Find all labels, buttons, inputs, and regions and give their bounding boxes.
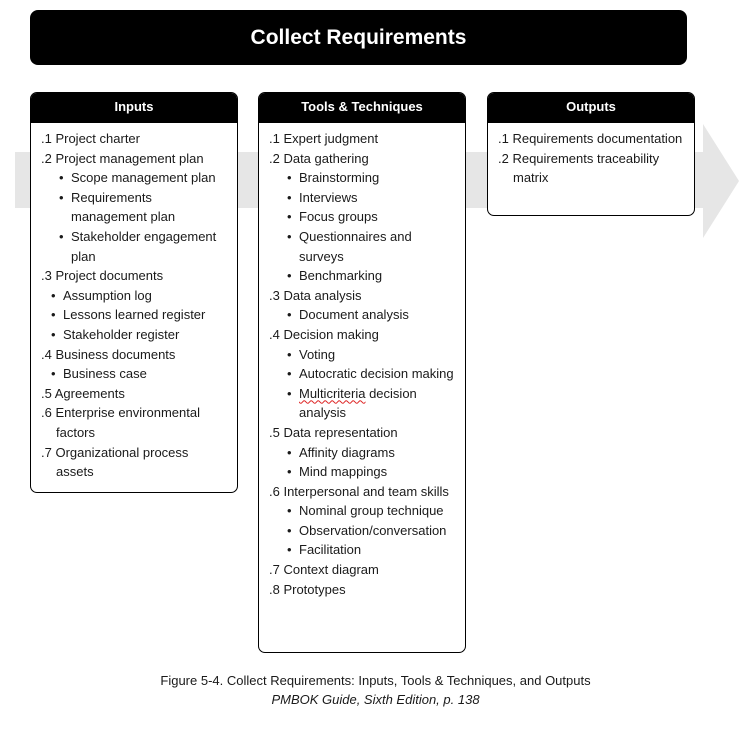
list-item: .3 Data analysis xyxy=(269,287,362,303)
inputs-list xyxy=(31,123,237,482)
outputs-box xyxy=(487,92,695,216)
list-item: .3 Project documents xyxy=(41,268,164,284)
list-item: .1 Project charter xyxy=(41,131,140,146)
list-item: • Benchmarking xyxy=(269,266,457,286)
list-item: • Scope management plan xyxy=(41,168,229,188)
list-item: • Stakeholder register xyxy=(41,325,229,345)
title-banner xyxy=(30,10,687,65)
list-item: .2 Data gathering xyxy=(269,150,369,166)
tools-list xyxy=(259,123,465,599)
list-item: • Assumption log xyxy=(41,286,229,306)
list-item: • Business case xyxy=(41,364,229,384)
outputs-heading: Outputs xyxy=(488,93,694,123)
list-item: • Interviews xyxy=(269,188,457,208)
list-item: .6 Enterprise environmental factors xyxy=(41,405,200,440)
diagram-title: Collect Requirements xyxy=(250,25,467,49)
outputs-list xyxy=(488,123,694,188)
figure-source: PMBOK Guide, Sixth Edition, p. 138 xyxy=(271,692,480,707)
list-item: .7 Context diagram xyxy=(269,562,379,578)
list-item: .4 Business documents xyxy=(41,346,176,362)
list-item: .6 Interpersonal and team skills xyxy=(269,483,449,499)
list-item: • Stakeholder engagement plan xyxy=(41,227,229,266)
list-item: • Brainstorming xyxy=(269,168,457,188)
list-item: • Mind mappings xyxy=(269,462,457,482)
list-item: • Document analysis xyxy=(269,305,457,325)
list-item: .1 Requirements documentation xyxy=(498,131,683,146)
list-item: .7 Organizational process assets xyxy=(41,444,189,480)
list-item: • Requirements management plan xyxy=(41,188,229,227)
tools-box xyxy=(258,92,466,653)
list-item: .1 Expert judgment xyxy=(269,131,379,146)
list-item: .8 Prototypes xyxy=(269,581,346,597)
list-item: .5 Data representation xyxy=(269,424,398,440)
tools-heading: Tools & Techniques xyxy=(259,93,465,123)
list-item: • Voting xyxy=(269,345,457,365)
list-item: • Autocratic decision making xyxy=(269,364,457,384)
list-item: .4 Decision making xyxy=(269,326,379,342)
list-item: • Observation/conversation xyxy=(269,521,457,541)
list-item: • Questionnaires and surveys xyxy=(269,227,457,266)
list-item-multicriteria xyxy=(269,384,457,423)
list-item: .2 Requirements traceability matrix xyxy=(498,150,660,186)
list-item: • Affinity diagrams xyxy=(269,443,457,463)
list-item: • Lessons learned register xyxy=(41,305,229,325)
figure-caption: Figure 5-4. Collect Requirements: Inputs, Tools & Techniques, and Outputs xyxy=(160,673,591,688)
list-item: .2 Project management plan xyxy=(41,150,204,166)
inputs-box xyxy=(30,92,238,493)
list-item: .5 Agreements xyxy=(41,385,125,401)
inputs-heading: Inputs xyxy=(31,93,237,123)
multicriteria-rest: decision analysis xyxy=(299,385,417,421)
multicriteria-word: Multicriteria xyxy=(299,385,366,401)
list-item: • Focus groups xyxy=(269,207,457,227)
list-item: • Facilitation xyxy=(269,540,457,560)
list-item: • Nominal group technique xyxy=(269,501,457,521)
